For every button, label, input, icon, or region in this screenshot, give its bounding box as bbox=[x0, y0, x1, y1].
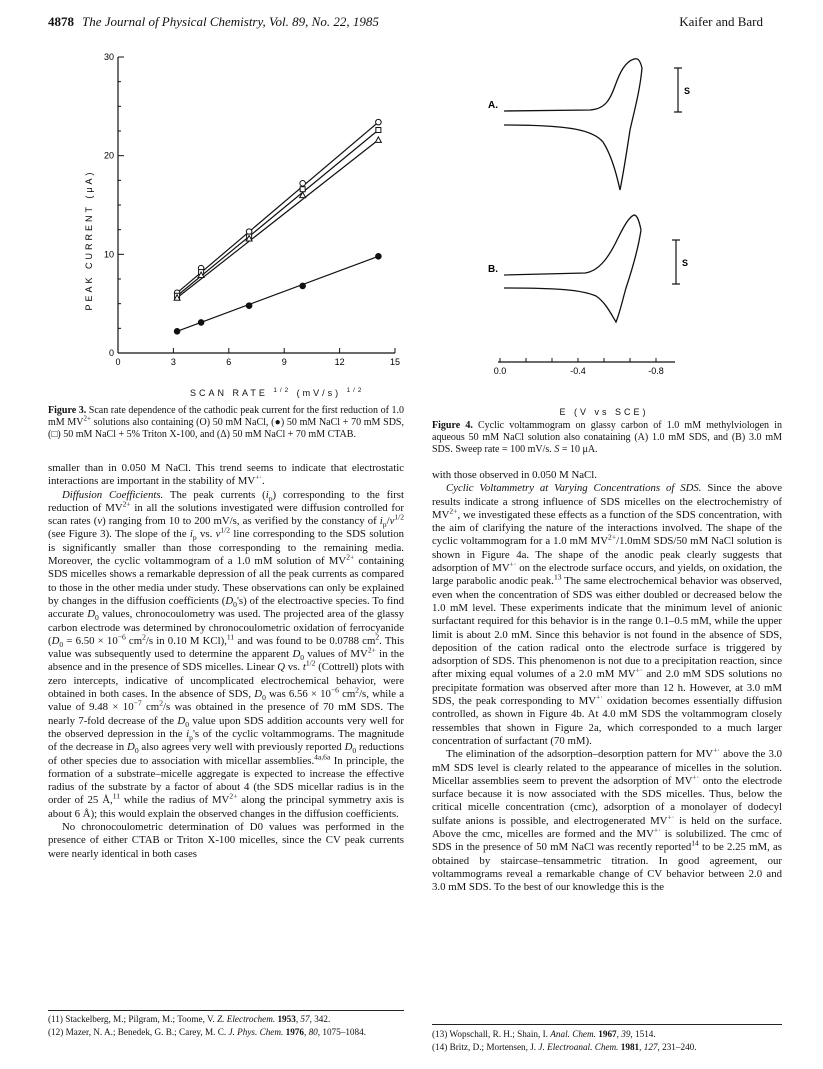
figure3-markers bbox=[174, 119, 381, 334]
figure4-voltammograms bbox=[470, 40, 730, 385]
figure3-fit-line-2 bbox=[177, 130, 378, 296]
figure3-chart bbox=[60, 50, 420, 390]
scale-label-a: S bbox=[684, 86, 691, 96]
figure4-label-a: A. bbox=[488, 100, 498, 111]
right-paragraph-3: The elimination of the adsorption–desorption pattern for MV+· above the 3.0 mM SDS level is clearly related to the appearance of micelles in the solution. Micellar assemblies seem to prevent the adsorption of MV+· onto the electrode surface because it is now associated with the SDS micelles. Thus, below the critical micelle concentration (cmc), adsorption of a monolayer of dodecyl sulfate anions is possible, and electrogenerated MV+· is held on the surface. Above the cmc, micelles are formed and the MV+· is solubilized. The cmc of SDS in the presence of 50 mM NaCl was recently reported$^{14}$ to be 2.25 mM, as obtained by staircase–tensammetric titration. In good agreement, our voltammograms reveal a remarkable change of CV behavior between 2.0 and 3.0 mM SDS. To the best of our knowledge this is the bbox=[432, 745, 783, 894]
footnote-12: (12) Mazer, N. A.; Benedek, G. B.; Carey, M. C. J. Phys. Chem. 1976, 80, 1075–1084. bbox=[48, 1027, 366, 1037]
figure3-ytick-label: 30 bbox=[103, 52, 114, 62]
figure3-point bbox=[376, 119, 382, 125]
right-column-body bbox=[432, 469, 782, 895]
figure3-xtick-label: 0 bbox=[115, 357, 121, 367]
figure3-fit-line-3 bbox=[177, 140, 378, 298]
figure3-xtick-label: 9 bbox=[281, 357, 287, 367]
footnote-14: (14) Britz, D.; Mortensen, J. J. Electroanal. Chem. 1981, 127, 231–240. bbox=[432, 1042, 697, 1052]
figure4-caption-text: Cyclic voltammogram on glassy carbon of 1.0 mM methylviologen in aqueous 50 mM NaCl solution also conataining (A) 1.0 mM SDS, and (B) 3.0 mM SDS. Sweep rate = 100 mV/s. S = 10 μA. bbox=[432, 420, 782, 456]
figure4-xlabel: E (V vs SCE) bbox=[559, 407, 649, 417]
figure3-point bbox=[246, 303, 252, 309]
figure3-point bbox=[300, 187, 305, 192]
figure3-fit-lines bbox=[177, 122, 378, 331]
figure3-ylabel: PEAK CURRENT (μA) bbox=[84, 169, 94, 311]
right-paragraph-2: Cyclic Voltammetry at Varying Concentrations of SDS. Since the above results indicate a strong influence of SDS micelles on the electrochemistry of $MV^{2+}$, we investigated these effects as a function of the SDS concentration, with the aim of clarifying the nature of the interactions involved. The shape of the cyclic voltammogram for a 1.0 mM $MV^{2+}/1.0mM$ SDS/50 mM NaCl solution is shown in Figure 4a. The shape of the anodic peak clearly suggests that adsorption of MV+· on the electrode surface occurs, and yields, on oxidation, the large parabolic anodic peak.$^{13}$ The same electrochemical behavior was observed, even when the concentration of SDS was either doubled or decreased below the 1.0 mM level. These experiments indicate that the minimum level of anionic surfactant required for this behavior is in the range 0.1–0.5 mM, while the upper limit is about 2.0 mM. Since this behavior is not found in the absence of SDS, deposition of the cation radical onto the electrode surface is triggered by adsorption of SDS. This phenomenon is not due to a precipitation reaction, since after mixing equal volumes of a 2.0 mM MV+· and 2.0 mM SDS solutions no precipitate formation was observed after more than 12 h. However, at 3.0 mM SDS, the peak corresponding to MV+· oxidation becomes essentially diffusion controlled, as shown in Figure 4b. At 4.0 mM SDS the voltammogram closely ressembles that shown in Figure 2a, which corresponded to a much larger concentration of surfactant (70 mM). bbox=[432, 482, 783, 747]
figure3-xtick-label: 6 bbox=[226, 357, 232, 367]
figure3-xlabel: SCAN RATE $^{1/2}$ (mV/s) $^{1/2}$ bbox=[190, 387, 365, 398]
footnote-13: (13) Wopschall, R. H.; Shain, I. Anal. Chem. 1967, 39, 1514. bbox=[432, 1029, 656, 1039]
figure4-xtick-1: -0.4 bbox=[570, 366, 586, 376]
figure3-ytick-label: 0 bbox=[108, 348, 114, 358]
page-number: 4878 bbox=[48, 14, 74, 29]
figure3-axes bbox=[104, 52, 400, 367]
figure3-point bbox=[300, 283, 306, 289]
figure3-xtick-label: 12 bbox=[334, 357, 345, 367]
left-paragraph-2: Diffusion Coefficients. The peak currents $(i_p)$ corresponding to the first reduction of $MV^{2+}$ in all the solutions investigated were diffusion controlled for scan rates (v) ranging from 10 to 200 mV/s, as verified by the constancy of $i_p/v^{1/2}$ (see Figure 3). The slope of the $i_p$ vs. $v^{1/2}$ line corresponding to the SDS solution is significantly smaller than those corresponding to the remaining media. Moreover, the cyclic voltammogram of a 1.0 mM solution of $MV^{2+}$ containing SDS micelles shows a remarkable depression of all the peak currents as compared to those in the other media under study. These observations can only be explained by changes in the diffusion coefficients $(D_0's)$ of the electroactive species. To find accurate $D_0$ values, chronocoulometry was used. The projected area of the glassy carbon electrode was determined by chronocoulometric oxidation of ferrocyanide ($D_0 = 6.50 \times 10^{-6}$ $cm^2/s$ in 0.10 M KCl),$^{11}$ and was found to be 0.0788 $cm^2$. This value was subsequently used to determine the apparent $D_0$ values of $MV^{2+}$ in the absence and in the presence of SDS micelles. Linear Q vs. $t^{1/2}$ (Cottrell) plots with zero intercepts, indicative of uncomplicated electrochemical behavior, were obtained in both cases. In the absence of SDS, $D_0$ was $6.56 \times 10^{-6}$ $cm^2/s$, while a value of $9.48 \times 10^{-7}$ $cm^2/s$ was obtained in the presence of 70 mM SDS. The nearly 7-fold decrease of the $D_0$ value upon SDS addition accounts very well for the observed depression in the $i_p's$ of the cyclic voltammograms. The magnitude of the decrease in $D_0$ also agrees very well with previously reported $D_0$ reductions of other species due to association with micellar assemblies.$^{4a,6a}$ In principle, the formation of a substrate–micelle aggregate is expected to increase the effective radius of the substrate by a factor of about 4 (the SDS micellar radius is in the order of 25 Å,$^{11}$ while the radius of $MV^{2+}$ along the principal symmetry axis is about 6 Å); this would explain the observed changes in the diffusion coefficients. bbox=[48, 488, 405, 820]
figure3-point bbox=[376, 128, 381, 133]
figure4-caption bbox=[432, 420, 782, 457]
figure3-point bbox=[198, 320, 204, 326]
figure4-label-b: B. bbox=[488, 264, 498, 275]
authors: Kaifer and Bard bbox=[679, 14, 763, 29]
figure3-xtick-label: 3 bbox=[170, 357, 176, 367]
right-paragraph-1: with those observed in 0.050 M NaCl. bbox=[432, 469, 597, 481]
left-paragraph-1: smaller than in 0.050 M NaCl. This trend seems to indicate that electrostatic interactions are important in the stability of MV+·. bbox=[48, 462, 404, 488]
voltammogram-a bbox=[504, 59, 642, 190]
figure3-point bbox=[174, 328, 180, 334]
figure3-xtick-label: 15 bbox=[389, 357, 401, 367]
figure3-caption-label: Figure 3. bbox=[48, 405, 87, 416]
figure3-point bbox=[375, 137, 381, 143]
voltammogram-b bbox=[504, 215, 641, 322]
left-footnotes bbox=[48, 1014, 404, 1040]
journal-citation: The Journal of Physical Chemistry, Vol. 89, No. 22, 1985 bbox=[82, 14, 379, 29]
footnote-11: (11) Stackelberg, M.; Pilgram, M.; Toome, V. Z. Electrochem. 1953, 57, 342. bbox=[48, 1014, 331, 1024]
right-footnote-rule bbox=[432, 1024, 782, 1025]
figure3-ytick-label: 20 bbox=[103, 150, 114, 161]
figure3-point bbox=[300, 180, 306, 186]
figure4-xtick-2: -0.8 bbox=[648, 366, 664, 376]
left-paragraph-3: No chronocoulometric determination of D0 values was performed in the presence of either CTAB or Triton X-100 micelles, since the CV peak currents were nearly identical in both cases bbox=[48, 821, 404, 860]
figure3-point bbox=[376, 254, 382, 260]
right-footnotes bbox=[432, 1029, 782, 1055]
figure3-caption bbox=[48, 405, 404, 442]
figure3-ytick-label: 10 bbox=[103, 249, 114, 260]
figure4-xtick-0: 0.0 bbox=[493, 366, 507, 376]
left-footnote-rule bbox=[48, 1010, 404, 1011]
left-column-body bbox=[48, 462, 404, 861]
scale-label-b: S bbox=[682, 258, 689, 268]
running-header bbox=[48, 14, 763, 36]
figure3-caption-text: Scan rate dependence of the cathodic peak current for the first reduction of 1.0 mM $MV^{2+}$ solutions also containing (O) 50 mM NaCl, (●) 50 mM NaCl + 70 mM SDS, (□) 50 mM NaCl + 5% Triton X-100, and (Δ) 50 mM NaCl + 70 mM CTAB. bbox=[48, 405, 404, 441]
figure3-point bbox=[300, 192, 306, 198]
figure4-caption-label: Figure 4. bbox=[432, 420, 473, 431]
